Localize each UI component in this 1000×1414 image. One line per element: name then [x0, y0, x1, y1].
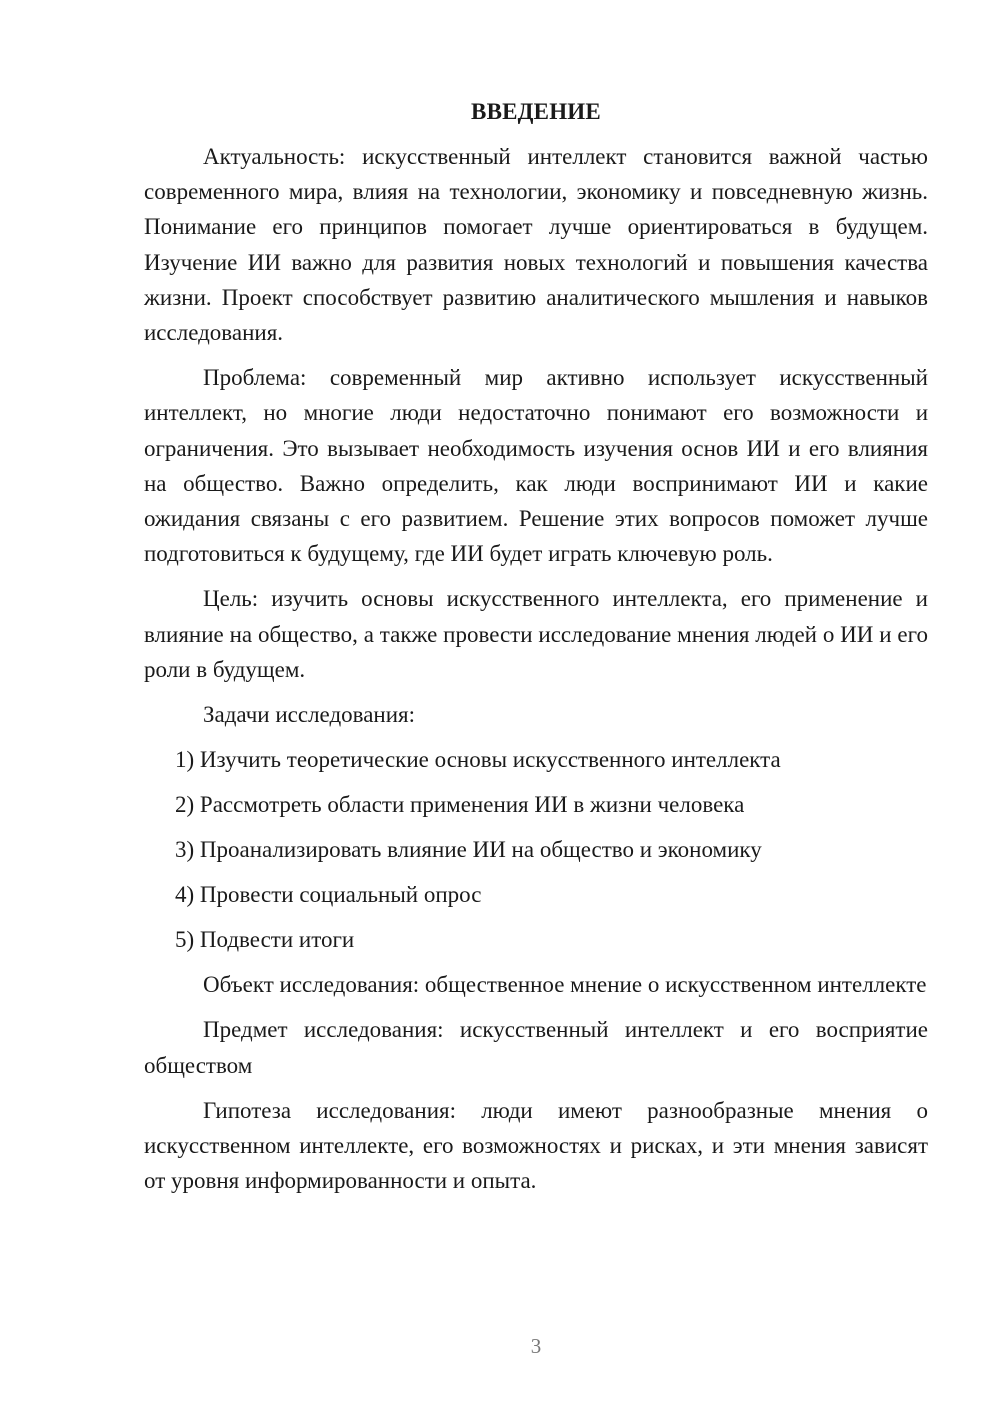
- goal-paragraph: Цель: изучить основы искусственного интеллекта, его применение и влияние на общество, а также провести исследование мнения людей о ИИ и его роли в будущем.: [144, 586, 928, 682]
- subject-paragraph: Предмет исследования: искусственный интеллект и его восприятие обществом: [144, 1017, 928, 1078]
- object-paragraph: Объект исследования: общественное мнение о искусственном интеллекте: [203, 972, 927, 998]
- hypothesis-paragraph: Гипотеза исследования: люди имеют разнообразные мнения о искусственном интеллекте, его возможностях и рисках, и эти мнения зависят от уровня информированности и опыта.: [144, 1097, 928, 1194]
- task-item-2: 2) Рассмотреть области применения ИИ в жизни человека: [175, 792, 745, 818]
- task-list: [144, 742, 928, 957]
- page-content: [144, 94, 928, 1208]
- task-item-3: 3) Проанализировать влияние ИИ на общество и экономику: [175, 837, 762, 863]
- page-number: 3: [530, 1334, 542, 1358]
- relevance-paragraph: Актуальность: искусственный интеллект становится важной частью современного мира, влияя на технологии, экономику и повседневную жизнь. Понимание его принципов помогает лучше ориентироваться в будущем. Изучение ИИ важно для развития новых технологий и повышения качества жизни. Проект способствует развитию аналитического мышления и навыков исследования.: [144, 144, 928, 346]
- task-item-5: 5) Подвести итоги: [175, 927, 355, 953]
- task-item-4: 4) Провести социальный опрос: [175, 882, 482, 908]
- section-heading: ВВЕДЕНИЕ: [471, 99, 601, 124]
- task-item-1: 1) Изучить теоретические основы искусственного интеллекта: [175, 747, 781, 773]
- tasks-title: Задачи исследования:: [203, 702, 416, 728]
- problem-paragraph: Проблема: современный мир активно использует искусственный интеллект, но многие люди недостаточно понимают его возможности и ограничения. Это вызывает необходимость изучения основ ИИ и его влияния на общество. Важно определить, как люди воспринимают ИИ и какие ожидания связаны с его развитием. Решение этих вопросов поможет лучше подготовиться к будущему, где ИИ будет играть ключевую роль.: [144, 365, 928, 567]
